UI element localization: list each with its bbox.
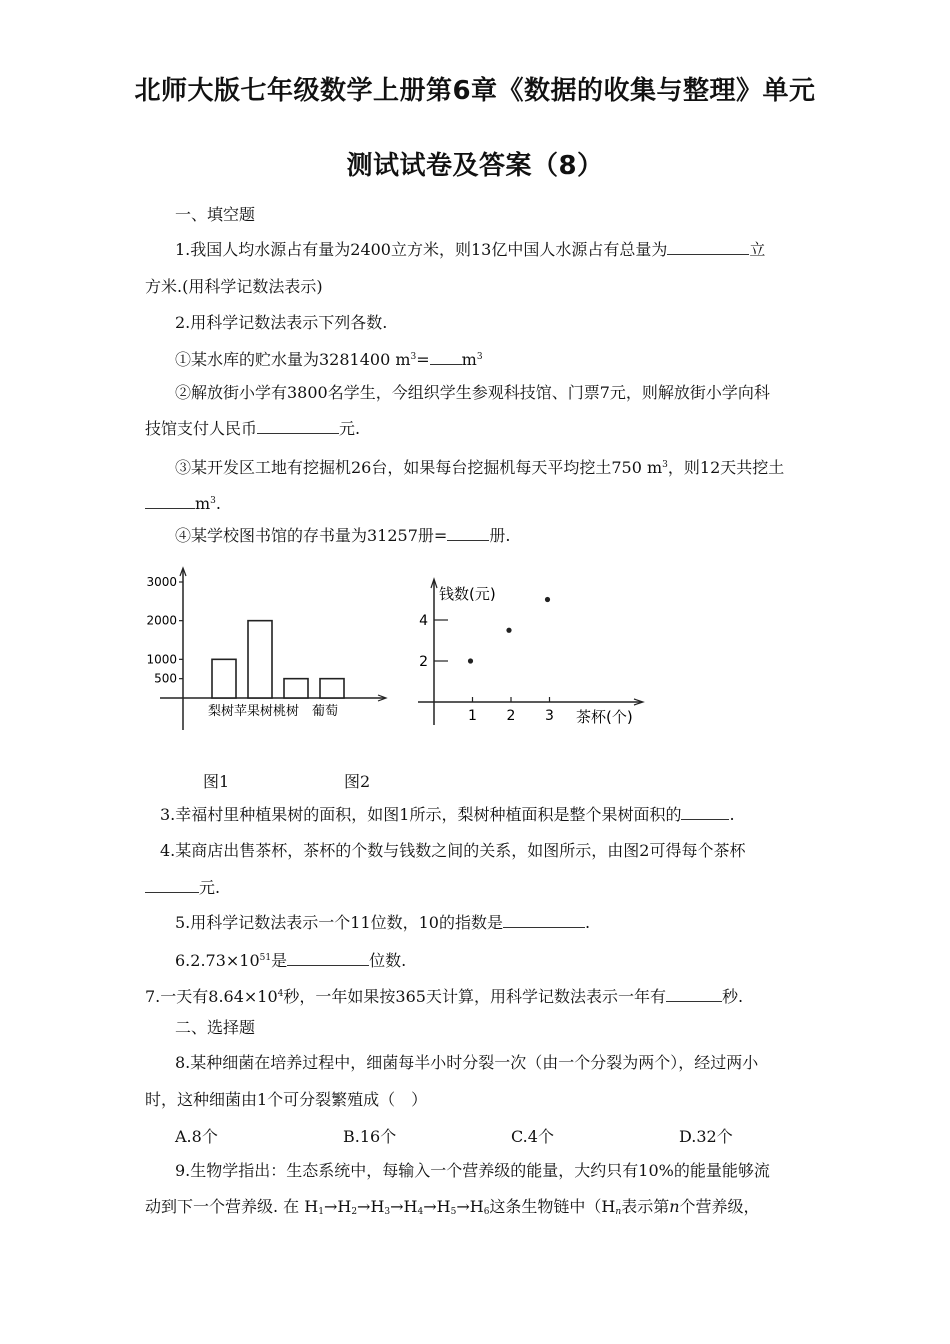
unit: 元. (339, 419, 361, 438)
arrow-h: →H (423, 1197, 451, 1216)
q2-item-4 (175, 525, 840, 547)
x-tick-label: 3 (545, 708, 554, 724)
subscript: 3 (384, 1207, 391, 1217)
answer-blank[interactable] (257, 419, 339, 434)
q2-item-3 (175, 454, 810, 479)
y-tick-label: 1000 (146, 652, 177, 667)
data-point (506, 628, 511, 633)
subscript: n (615, 1207, 622, 1217)
y-tick-label: 500 (154, 671, 177, 686)
arrow-h: →H (323, 1197, 352, 1216)
q1-continued: 方米.(用科学记数法表示) (145, 277, 323, 296)
q2-item-3-text: ③某开发区工地有挖掘机26台，如果每台挖掘机每天平均挖土750 m (175, 458, 663, 477)
bar (320, 679, 344, 698)
q6-text: 6.2.73×10 (175, 951, 260, 970)
q2-item-4-text: ④某学校图书馆的存书量为31257册= (175, 526, 448, 545)
y-tick-label: 2000 (146, 613, 177, 628)
unit: 位数. (369, 951, 407, 970)
q9-text-4: 个营养级， (679, 1197, 760, 1216)
x-category-labels: 梨树苹果树桃树 葡萄 (208, 704, 339, 719)
question-9: 9.生物学指出：生态系统中，每输入一个营养级的能量，大约只有10%的能量能够流 (175, 1161, 770, 1180)
option-b[interactable]: B.16个 (343, 1127, 397, 1146)
answer-blank[interactable] (145, 878, 199, 893)
bar (212, 659, 236, 698)
arrow-h: →H (390, 1197, 418, 1216)
answer-blank[interactable] (681, 805, 729, 820)
q2-item-1-text: ①某水库的贮水量为3281400 m (175, 350, 411, 369)
page-title-line2: 测试试卷及答案（8） (346, 151, 604, 181)
q1-unit: 立 (749, 240, 766, 259)
subscript: 1 (318, 1207, 324, 1217)
q7-text: 7.一天有8.64×10 (145, 987, 278, 1006)
unit: m (195, 494, 211, 513)
unit: 元. (199, 878, 221, 897)
arrow-h: →H (357, 1197, 385, 1216)
variable-n: n (669, 1197, 680, 1216)
q9-text-2: 这条生物链中（H (489, 1197, 616, 1216)
y-tick-label: 4 (419, 613, 428, 629)
answer-blank[interactable] (447, 526, 489, 541)
y-tick-label: 3000 (146, 575, 177, 589)
x-tick-label: 2 (506, 708, 516, 724)
option-a[interactable]: A.8个 (175, 1127, 218, 1146)
q5-text: 5.用科学记数法表示一个11位数，10的指数是 (175, 913, 503, 932)
period: . (215, 494, 221, 513)
q7-text-2: 秒，一年如果按365天计算，用科学记数法表示一年有 (283, 987, 666, 1006)
y-axis-label: 钱数(元) (439, 585, 496, 603)
subscript: 4 (417, 1207, 424, 1217)
equals: = (416, 350, 430, 369)
arrow-h: →H (456, 1197, 484, 1216)
data-point (545, 597, 550, 602)
x-axis-label: 茶杯(个) (576, 708, 633, 726)
period: . (585, 913, 591, 932)
data-point (468, 658, 473, 663)
q2-item-3-text-2: ，则12天共挖土 (667, 458, 785, 477)
page-title-line1: 北师大版七年级数学上册第6章《数据的收集与整理》单元 (134, 76, 816, 106)
figure-1-caption: 图1 (203, 772, 230, 791)
superscript: 3 (662, 460, 668, 470)
superscript: 3 (410, 352, 417, 362)
x-tick-label: 1 (468, 708, 477, 724)
answer-blank[interactable] (666, 987, 722, 1002)
q9-text-3: 表示第 (621, 1197, 670, 1216)
bar (248, 621, 272, 698)
y-tick-label: 2 (419, 654, 428, 670)
unit: 册. (489, 526, 511, 545)
question-4: 4.某商店出售茶杯，茶杯的个数与钱数之间的关系，如图所示，由图2可得每个茶杯 (160, 841, 746, 860)
answer-blank[interactable] (667, 240, 749, 255)
question-8: 8.某种细菌在培养过程中，细菌每半小时分裂一次（由一个分裂为两个），经过两小 (175, 1053, 759, 1072)
answer-blank[interactable] (503, 913, 585, 928)
subscript: 2 (351, 1207, 358, 1217)
answer-blank[interactable] (287, 951, 369, 966)
subscript: 6 (483, 1207, 490, 1217)
q6-text-2: 是 (271, 951, 288, 970)
superscript: 4 (277, 989, 284, 999)
question-7 (145, 983, 810, 1008)
bar (284, 679, 308, 698)
section-heading-choice: 二、选择题 (175, 1018, 256, 1037)
q3-text: 3.幸福村里种植果树的面积，如图1所示，梨树种植面积是整个果树面积的 (160, 805, 682, 824)
q2-item-2-continued (145, 418, 810, 440)
question-3 (160, 804, 825, 826)
unit: m (461, 350, 477, 369)
q2-item-2-text: 技馆支付人民币 (145, 419, 258, 438)
unit: 秒. (721, 987, 744, 1006)
superscript: 3 (210, 496, 216, 506)
q9-text: 动到下一个营养级. 在 H (145, 1197, 319, 1216)
period: . (729, 805, 735, 824)
question-2: 2.用科学记数法表示下列各数. (175, 313, 388, 332)
question-1 (175, 239, 810, 261)
option-c[interactable]: C.4个 (511, 1127, 554, 1146)
superscript: 3 (476, 352, 483, 362)
figure-2-scatter-plot (410, 570, 660, 740)
figure-1-bar-chart (140, 560, 400, 745)
q4-continued (145, 877, 810, 899)
q2-item-2: ②解放街小学有3800名学生，今组织学生参观科技馆、门票7元，则解放街小学向科 (175, 383, 770, 402)
question-5 (175, 912, 840, 934)
answer-blank[interactable] (430, 350, 462, 365)
option-d[interactable]: D.32个 (679, 1127, 733, 1146)
answer-blank[interactable] (145, 494, 195, 509)
section-heading-fill: 一、填空题 (175, 205, 256, 224)
figure-2-caption: 图2 (344, 772, 371, 791)
superscript: 51 (259, 953, 272, 963)
subscript: 5 (450, 1207, 457, 1217)
q2-item-3-continued (145, 490, 810, 515)
q8-continued: 时，这种细菌由1个可分裂繁殖成（ ） (145, 1090, 428, 1109)
q9-continued (145, 1196, 810, 1223)
q2-item-1 (175, 346, 840, 371)
q1-text: 1.我国人均水源占有量为2400立方米，则13亿中国人水源占有总量为 (175, 240, 668, 259)
question-6 (175, 947, 840, 972)
